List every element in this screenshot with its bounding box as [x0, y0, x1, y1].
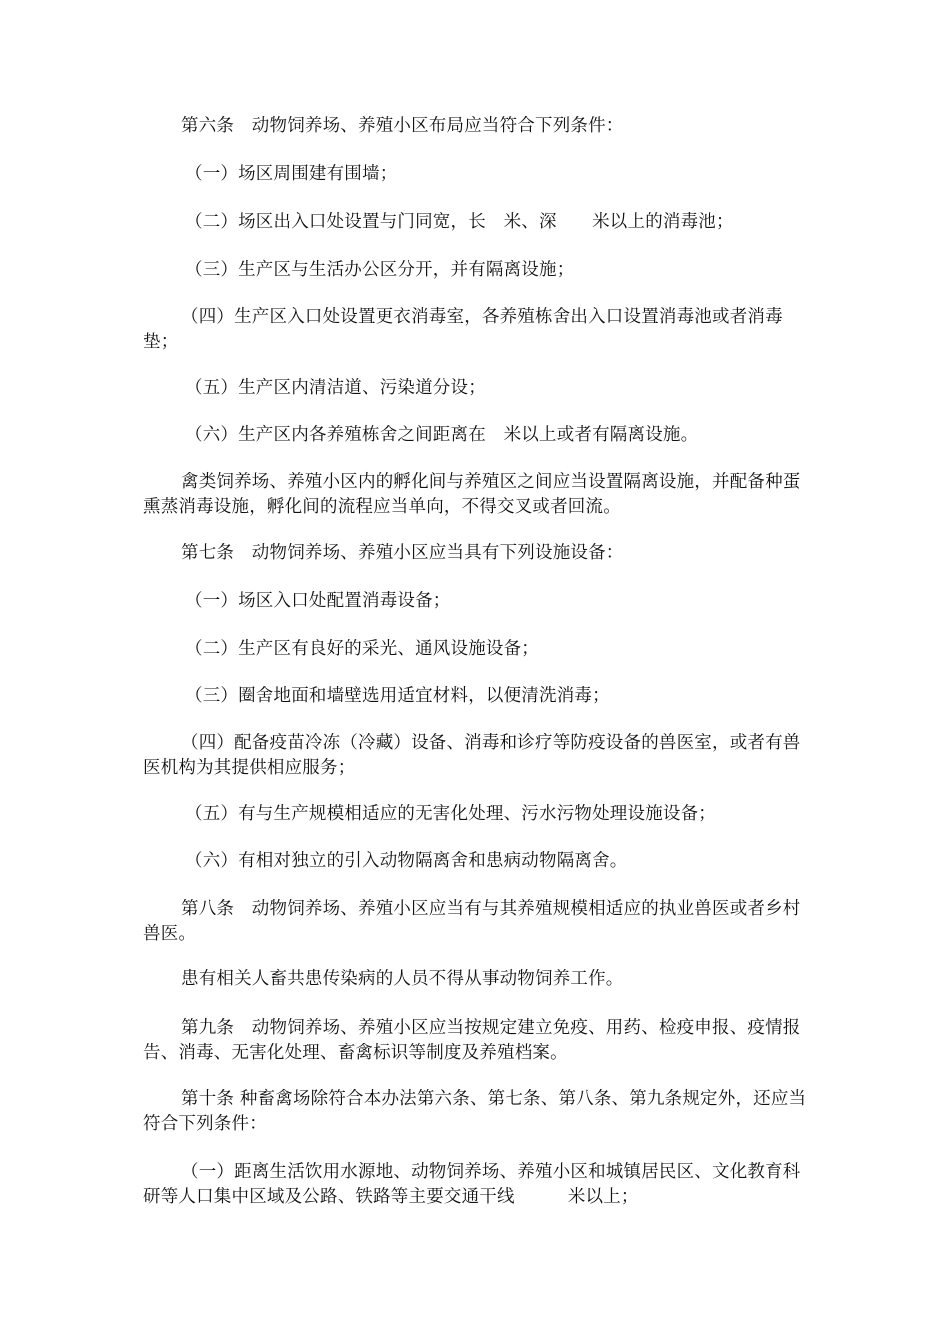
article-8-health-requirement: 患有相关人畜共患传染病的人员不得从事动物饲养工作。	[181, 969, 624, 989]
article-6-item-2: （二）场区出入口处设置与门同宽，长 米、深 米以上的消毒池；	[185, 212, 734, 232]
article-6-item-5: （五）生产区内清洁道、污染道分设；	[185, 378, 486, 398]
article-10-heading: 第十条 种畜禽场除符合本办法第六条、第七条、第八条、第九条规定外，还应当符合下列条件：	[143, 1089, 807, 1134]
article-7-item-3: （三）圈舍地面和墙壁选用适宜材料，以便清洗消毒；	[185, 686, 610, 706]
article-7-item-6: （六）有相对独立的引入动物隔离舍和患病动物隔离舍。	[185, 851, 628, 871]
article-7-item-2: （二）生产区有良好的采光、通风设施设备；	[185, 639, 539, 659]
article-9-paragraph: 第九条 动物饲养场、养殖小区应当按规定建立免疫、用药、检疫申报、疫情报告、消毒、无害化处理、畜禽标识等制度及养殖档案。	[143, 1018, 801, 1063]
article-6-item-3: （三）生产区与生活办公区分开，并有隔离设施；	[185, 260, 575, 280]
article-6-heading: 第六条 动物饲养场、养殖小区布局应当符合下列条件：	[181, 116, 624, 136]
article-7-heading: 第七条 动物饲养场、养殖小区应当具有下列设施设备：	[181, 543, 624, 563]
article-7-item-4: （四）配备疫苗冷冻（冷藏）设备、消毒和诊疗等防疫设备的兽医室，或者有兽医机构为其提供相应服务；	[143, 733, 801, 778]
article-6-item-6: （六）生产区内各养殖栋舍之间距离在 米以上或者有隔离设施。	[185, 425, 699, 445]
article-10-item-1: （一）距离生活饮用水源地、动物饲养场、养殖小区和城镇居民区、文化教育科研等人口集中区域及公路、铁路等主要交通干线 米以上；	[143, 1162, 801, 1207]
article-7-item-1: （一）场区入口处配置消毒设备；	[185, 591, 451, 611]
article-6-poultry-paragraph: 禽类饲养场、养殖小区内的孵化间与养殖区之间应当设置隔离设施，并配备种蛋熏蒸消毒设施，孵化间的流程应当单向，不得交叉或者回流。	[143, 472, 801, 517]
article-6-item-1: （一）场区周围建有围墙；	[185, 164, 398, 184]
article-8-paragraph: 第八条 动物饲养场、养殖小区应当有与其养殖规模相适应的执业兽医或者乡村兽医。	[143, 899, 801, 944]
article-6-item-4: （四）生产区入口处设置更衣消毒室，各养殖栋舍出入口设置消毒池或者消毒垫；	[143, 307, 783, 352]
article-7-item-5: （五）有与生产规模相适应的无害化处理、污水污物处理设施设备；	[185, 804, 716, 824]
